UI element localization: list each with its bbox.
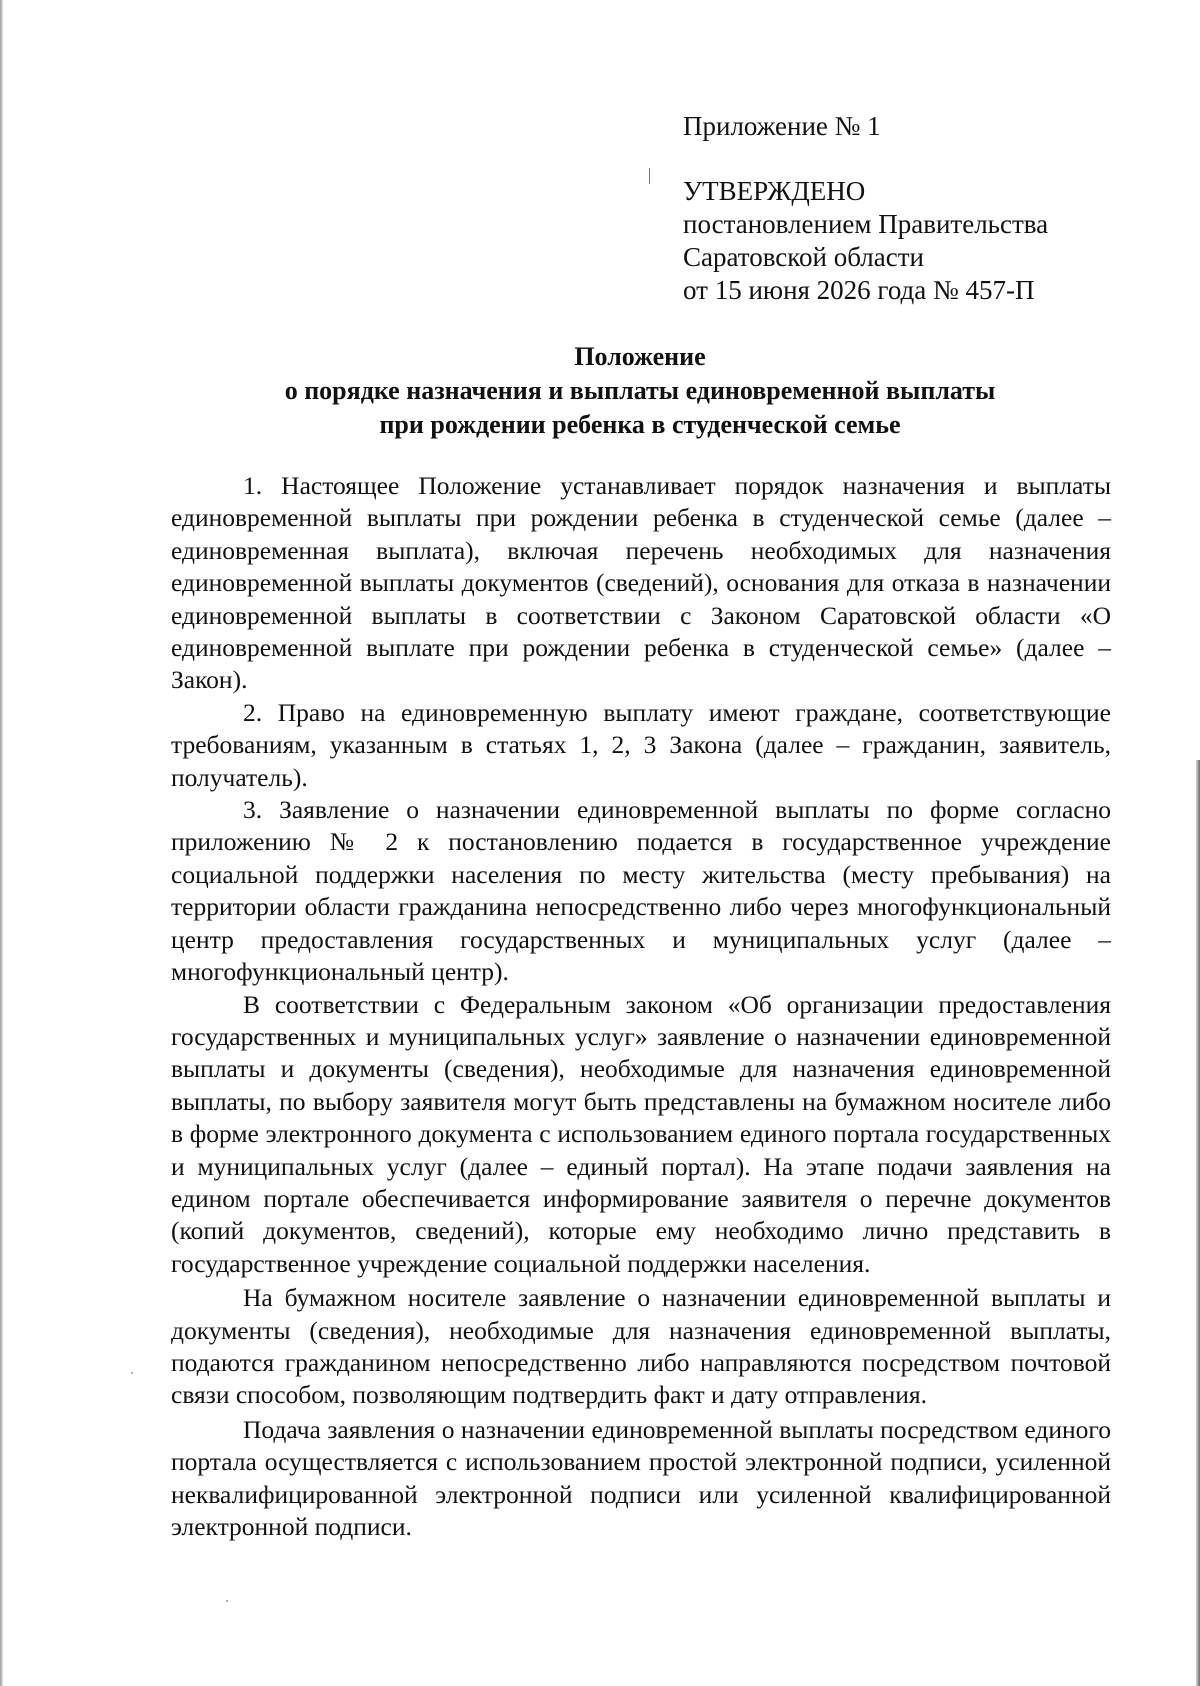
scan-speck: [226, 1600, 228, 1602]
title-line-3: при рождении ребенка в студенческой семье: [379, 410, 901, 439]
title-line-2: о порядке назначения и выплаты единовременной выплаты: [284, 376, 996, 405]
paragraph-5: На бумажном носителе заявление о назначении единовременной выплаты и документы (сведения), необходимые для назначения единовременной выплаты, подаются гражданином непосредственно либо направляются посредством почтовой связи способом, позволяющим подтвердить факт и дату отправления.: [171, 1283, 1111, 1410]
paragraph-2: 2. Право на единовременную выплату имеют граждане, соответствующие требованиям, указанным в статьях 1, 2, 3 Закона (далее – гражданин, заявитель, получатель).: [171, 697, 1111, 792]
approved-by-line-1: постановлением Правительства: [683, 209, 1049, 239]
scan-left-edge: [0, 0, 3, 1686]
approval-block: [683, 110, 1143, 307]
scan-mark: [649, 168, 650, 184]
paragraph-6: Подача заявления о назначении единовременной выплаты посредством единого портала осуществляется с использованием простой электронной подписи, усиленной неквалифицированной электронной подписи или усиленной квалифицированной электронной подписи.: [171, 1414, 1111, 1541]
approved-label: УТВЕРЖДЕНО: [683, 176, 866, 206]
document-title: [120, 340, 1160, 442]
scan-right-edge: [1196, 760, 1200, 1686]
document-body: [171, 470, 1111, 1543]
paragraph-3: 3. Заявление о назначении единовременной выплаты по форме согласно приложению № 2 к постановлению подается в государственное учреждение социальной поддержки населения по месту жительства (месту пребывания) на территории области гражданина непосредственно либо через многофункциональный центр предоставления государственных и муниципальных услуг (далее – многофункциональный центр).: [171, 795, 1111, 987]
annex-number: Приложение № 1: [683, 111, 881, 141]
approved-by-line-2: Саратовской области: [683, 242, 924, 272]
scan-speck: [131, 1372, 133, 1374]
approved-date-line: от 15 июня 2026 года № 457-П: [683, 275, 1035, 305]
title-line-1: Положение: [574, 342, 706, 371]
paragraph-1: 1. Настоящее Положение устанавливает порядок назначения и выплаты единовременной выплаты при рождении ребенка в студенческой семье (далее – единовременная выплата), включая перечень необходимых для назначения единовременной выплаты документов (сведений), основания для отказа в назначении единовременной выплаты в соответствии с Законом Саратовской области «О единовременной выплате при рождении ребенка в студенческой семье» (далее – Закон).: [171, 471, 1111, 695]
paragraph-4: В соответствии с Федеральным законом «Об организации предоставления государственных и муниципальных услуг» заявление о назначении единовременной выплаты и документы (сведения), необходимые для назначения единовременной выплаты, по выбору заявителя могут быть представлены на бумажном носителе либо в форме электронного документа с использованием единого портала государственных и муниципальных услуг (далее – единый портал). На этапе подачи заявления на едином портале обеспечивается информирование заявителя о перечне документов (копий документов, сведений), которые ему необходимо лично представить в государственное учреждение социальной поддержки населения.: [171, 989, 1111, 1278]
